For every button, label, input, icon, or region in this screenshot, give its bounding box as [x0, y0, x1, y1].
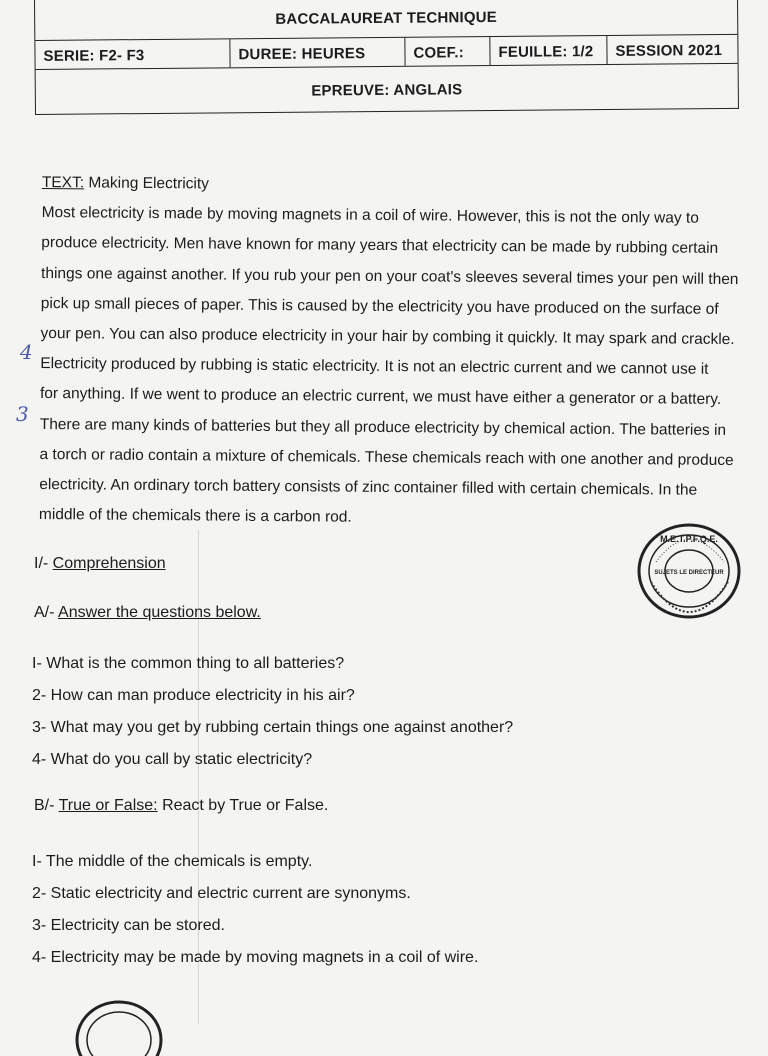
text-line: Electricity produced by rubbing is static electricity. It is not an electric current and we cannot use it — [40, 355, 709, 379]
text-line: pick up small pieces of paper. This is caused by the electricity you have produced on the surface of — [40, 294, 719, 318]
section-b-title: True or False: — [58, 797, 158, 814]
section-a-prefix: A/- — [34, 604, 55, 621]
text-line: There are many kinds of batteries but they all produce electricity by chemical action. The batteries in — [39, 415, 727, 439]
statement-item: 3- Electricity can be stored. — [32, 917, 225, 934]
session-cell: SESSION 2021 — [606, 35, 737, 64]
comprehension-heading — [34, 555, 166, 573]
comprehension-prefix: I/- — [34, 555, 49, 572]
stamp-center-text: SUJETS LE DIRECTEUR — [654, 570, 724, 576]
comprehension-title: Comprehension — [52, 555, 166, 572]
text-line: for anything. If we went to produce an electric current, we must have either a generator or a battery. — [39, 385, 722, 409]
question-item: I- What is the common thing to all batteries? — [32, 655, 345, 672]
text-line: a torch or radio contain a mixture of chemicals. These chemicals reach with one another and produce — [39, 445, 734, 469]
official-stamp — [636, 522, 742, 620]
statement-item: 4- Electricity may be made by moving magnets in a coil of wire. — [32, 949, 479, 966]
text-label: TEXT: — [41, 173, 85, 192]
duree-cell: DUREE: HEURES — [229, 38, 404, 68]
text-line: Most electricity is made by moving magnets in a coil of wire. However, this is not the only way to — [41, 204, 699, 227]
section-a-title: Answer the questions below. — [58, 604, 261, 621]
handwritten-mark: 4 — [20, 340, 33, 364]
text-line: things one against another. If you rub your pen on your coat's sleeves several times your pen will then — [41, 264, 739, 288]
official-stamp-partial — [74, 996, 164, 1056]
exam-title: BACCALAUREAT TECHNIQUE — [275, 8, 498, 28]
coef-cell: COEF.: — [404, 37, 489, 66]
text-line: middle of the chemicals there is a carbon rod. — [38, 506, 352, 526]
text-paragraph — [39, 198, 754, 536]
question-item: 3- What may you get by rubbing certain things one against another? — [32, 719, 514, 736]
section-a-heading — [34, 604, 261, 622]
handwritten-mark: 3 — [16, 402, 29, 426]
feuille-cell: FEUILLE: 1/2 — [489, 36, 606, 65]
text-line: electricity. An ordinary torch battery consists of zinc container filled with certain chemicals. In the — [39, 476, 698, 499]
text-line: your pen. You can also produce electricity in your hair by combing it quickly. It may spark and crackle. — [40, 325, 735, 349]
text-line: produce electricity. Men have known for many years that electricity can be made by rubbing certain — [41, 234, 719, 258]
exam-header-table — [34, 0, 739, 115]
statement-list — [32, 846, 478, 974]
section-b-heading — [34, 797, 328, 815]
reading-text — [39, 168, 754, 537]
statement-item: 2- Static electricity and electric current are synonyms. — [32, 885, 411, 902]
section-b-prefix: B/- — [34, 797, 55, 814]
statement-item: I- The middle of the chemicals is empty. — [32, 853, 313, 870]
stamp-top-text: M.E.T.P.F.Q.E. — [660, 534, 718, 544]
question-item: 4- What do you call by static electricity? — [32, 751, 313, 768]
section-b-instruction: React by True or False. — [162, 797, 329, 814]
question-item: 2- How can man produce electricity in his air? — [32, 687, 355, 704]
question-list — [32, 648, 513, 776]
epreuve-cell: EPREUVE: ANGLAIS — [311, 80, 463, 100]
serie-cell: SERIE: F2- F3 — [43, 46, 145, 65]
text-title: Making Electricity — [88, 174, 210, 193]
